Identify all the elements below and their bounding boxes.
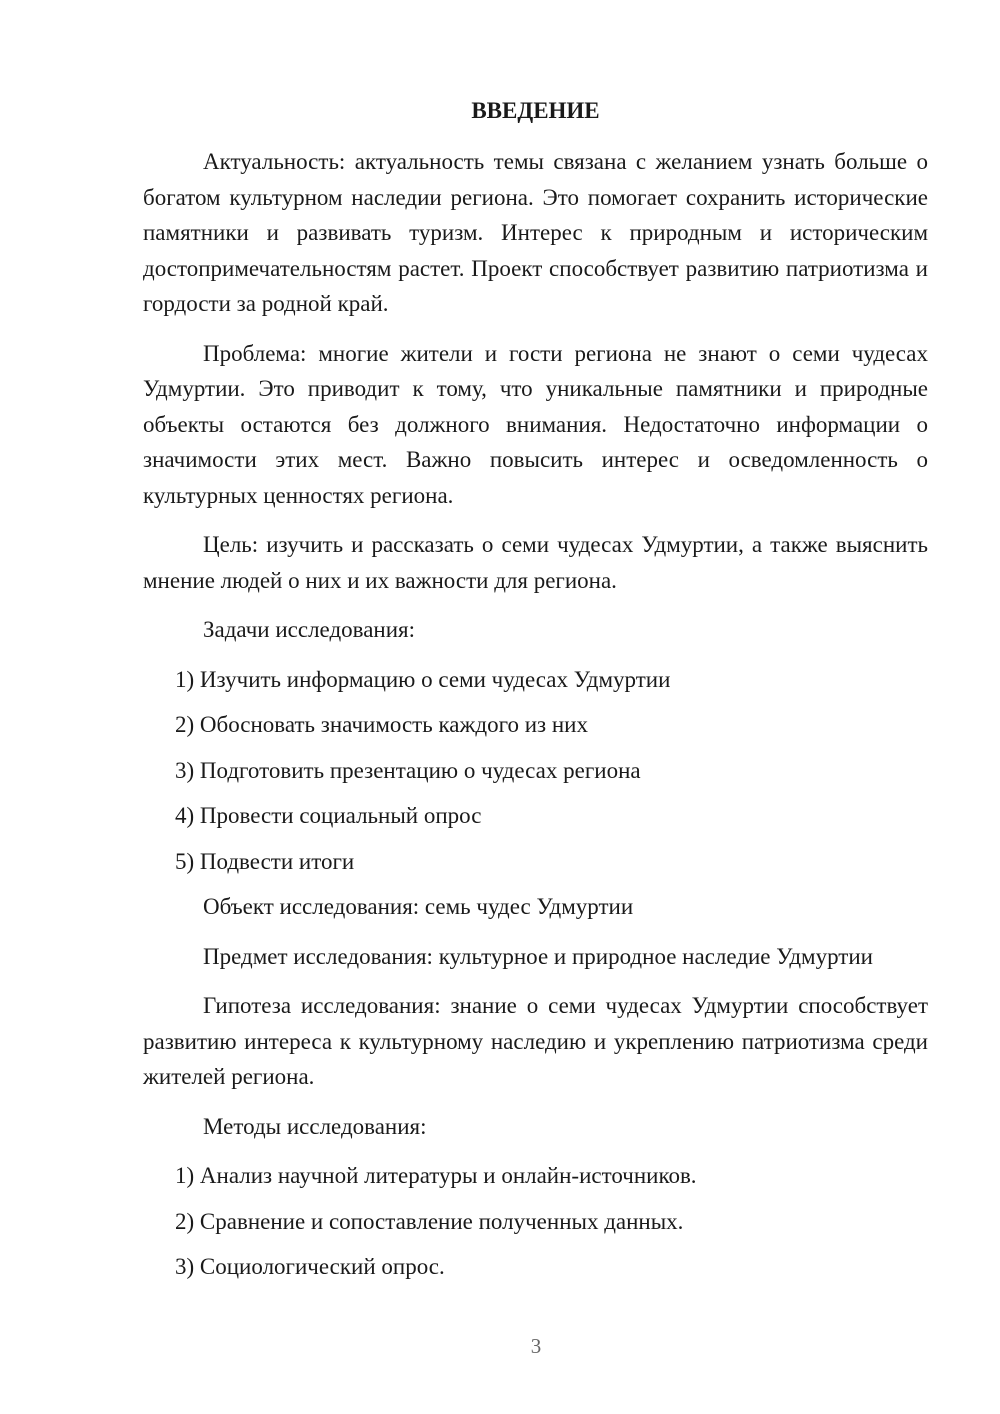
goal-paragraph: Цель: изучить и рассказать о семи чудесах Удмуртии, а также выяснить мнение людей о них и их важности для региона. [143, 532, 928, 593]
hypothesis-paragraph: Гипотеза исследования: знание о семи чудесах Удмуртии способствует развитию интереса к культурному наследию и укреплению патриотизма среди жителей региона. [143, 993, 928, 1089]
task-item: 3) Подготовить презентацию о чудесах региона [175, 757, 641, 783]
task-item: 1) Изучить информацию о семи чудесах Удмуртии [175, 666, 671, 692]
task-item: 4) Провести социальный опрос [175, 803, 482, 828]
relevance-paragraph: Актуальность: актуальность темы связана с желанием узнать больше о богатом культурном наследии региона. Это помогает сохранить исторические памятники и развивать туризм. Интерес к природным и историческим достопримечательностям растет. Проект способствует развитию патриотизма и гордости за родной край. [143, 149, 928, 316]
method-item: 1) Анализ научной литературы и онлайн-источников. [175, 1163, 697, 1188]
tasks-heading: Задачи исследования: [203, 617, 416, 642]
page-content [143, 96, 928, 1295]
task-item: 5) Подвести итоги [175, 848, 355, 874]
page-title: ВВЕДЕНИЕ [471, 98, 600, 123]
page-number: 3 [530, 1334, 542, 1358]
task-item: 2) Обосновать значимость каждого из них [175, 712, 588, 737]
subject-paragraph: Предмет исследования: культурное и природное наследие Удмуртии [203, 943, 873, 969]
problem-paragraph: Проблема: многие жители и гости региона не знают о семи чудесах Удмуртии. Это приводит к тому, что уникальные памятники и природные объекты остаются без должного внимания. Недостаточно информации о значимости этих мест. Важно повысить интерес и осведомленность о культурных ценностях региона. [143, 340, 928, 508]
object-paragraph: Объект исследования: семь чудес Удмуртии [203, 894, 634, 919]
methods-heading: Методы исследования: [203, 1113, 427, 1139]
method-item: 3) Социологический опрос. [175, 1254, 445, 1279]
method-item: 2) Сравнение и сопоставление полученных данных. [175, 1208, 684, 1234]
